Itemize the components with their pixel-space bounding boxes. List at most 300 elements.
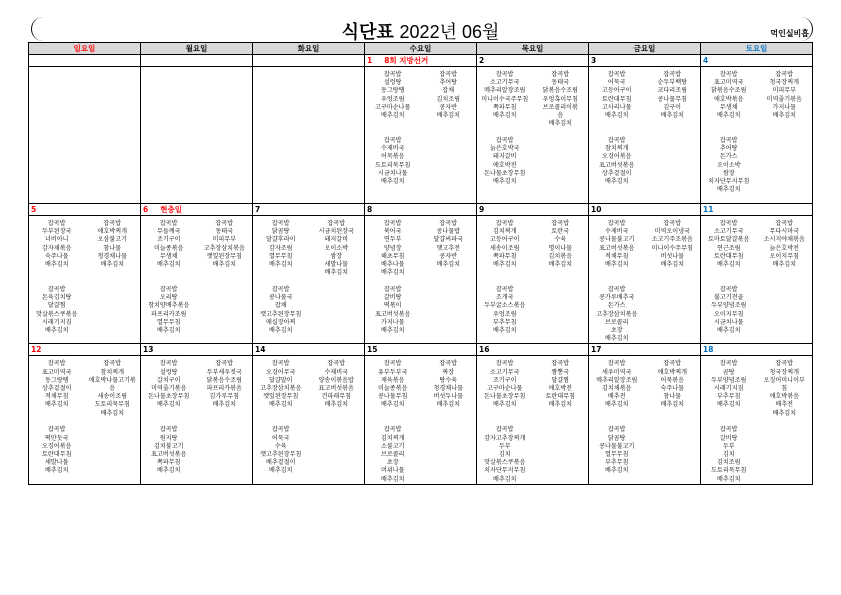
menu-item: 배추김치	[380, 269, 405, 277]
menu-item: 갈비탕	[383, 294, 402, 302]
meal-block	[85, 284, 141, 335]
menu-item: 배추김치	[100, 409, 125, 417]
menu-item: 가지나물	[772, 103, 797, 111]
day-number-bar	[141, 204, 252, 216]
menu-item: 배추김치	[100, 261, 125, 269]
menu-item: 소고기무국	[490, 368, 520, 376]
menu-item: 미니이수주무침	[651, 244, 693, 252]
menu-item: 애호박전	[548, 385, 573, 393]
menu-item: 청국장찌개	[769, 368, 799, 376]
menu-item: 김가루무침	[209, 393, 239, 401]
meal-block	[477, 218, 533, 284]
menu-item: 잡곡밥	[215, 360, 234, 368]
meal-block	[589, 218, 645, 284]
meal-block	[309, 358, 365, 424]
meal-block	[701, 284, 757, 335]
meal-block	[477, 284, 533, 335]
day-number: 1	[367, 56, 373, 65]
menu-item: 잡곡밥	[439, 360, 458, 368]
menu-item: 배추김치	[716, 186, 741, 194]
menu-item: 쌈장	[722, 169, 735, 177]
day-header-monday: 월요일	[141, 43, 253, 55]
menu-item: 표고미역국	[714, 79, 744, 87]
meal-block	[197, 218, 253, 284]
menu-item: 배추김치	[212, 261, 237, 269]
menu-item: 북어국	[383, 228, 402, 236]
menu-item: 미역줄기볶음	[151, 385, 187, 393]
menu-item: 유부두부국	[378, 368, 408, 376]
meal-block	[645, 69, 701, 135]
menu-item: 잡곡밥	[719, 286, 738, 293]
menu-item: 닭볶음수조림	[542, 87, 578, 95]
meal-block	[197, 424, 253, 475]
day-number: 3	[591, 56, 597, 65]
day-number-bar	[589, 55, 700, 67]
meal-block	[29, 424, 85, 475]
menu-item: 잡곡밥	[607, 137, 626, 144]
menu-item: 두부새우젓국	[206, 368, 242, 376]
menu-item: 미늘종볶음	[378, 385, 408, 393]
menu-item: 잡곡밥	[383, 137, 402, 144]
menu-item: 시래기지짐	[714, 385, 744, 393]
menu-item: 잡곡밥	[159, 220, 178, 227]
menu-item: 고등어구이	[602, 87, 632, 95]
day-cell	[477, 55, 589, 204]
menu-item: 추어탕	[439, 79, 458, 87]
menu-item: 버섯나물	[660, 252, 685, 260]
day-header-friday: 금요일	[589, 43, 701, 55]
menu-item: 수제비국	[604, 228, 629, 236]
menu-item: 배추김치	[604, 401, 629, 409]
meal-block	[253, 424, 309, 475]
menu-item: 콩나물국	[268, 294, 293, 302]
menu-item: 배추김치	[604, 112, 629, 120]
menu-item: 배추전	[775, 401, 794, 409]
menu-item: 잡곡밥	[607, 71, 626, 78]
menu-item: 김치	[722, 451, 735, 459]
day-header-tuesday: 화요일	[253, 43, 365, 55]
meal-block	[365, 69, 421, 135]
day-number-bar	[701, 55, 812, 67]
menu-item: 배추김치	[660, 401, 685, 409]
menu-item: 깻잎된장무침	[206, 252, 242, 260]
menu-item: 잡곡밥	[775, 220, 794, 227]
menu-item: 늙은호박국	[490, 145, 520, 153]
menu-item: 잡곡밥	[663, 220, 682, 227]
menu-item: 고구마순나물	[375, 103, 411, 111]
meal-block	[421, 358, 477, 424]
meal-block	[421, 218, 477, 284]
corner-label: 먹인실비흡	[770, 29, 809, 38]
day-cell	[589, 204, 701, 344]
menu-item: 김치볶음	[548, 252, 573, 260]
menu-item: 잡곡밥	[383, 286, 402, 293]
meal-grid	[701, 67, 812, 194]
menu-item: 소고기무국	[714, 228, 744, 236]
menu-item: 콩자반	[439, 252, 458, 260]
menu-item: 고추장삼치볶음	[203, 244, 245, 252]
menu-item: 잡곡밥	[719, 137, 738, 144]
day-number: 9	[479, 205, 485, 214]
menu-item: 잡채	[274, 302, 287, 310]
menu-item: 잡곡밥	[47, 286, 66, 293]
meal-block	[645, 218, 701, 284]
meal-block	[533, 358, 589, 424]
meal-block	[757, 69, 813, 135]
meal-block	[365, 358, 421, 424]
menu-item: 배추김치	[492, 178, 517, 186]
menu-item: 표고버섯볶음	[599, 161, 635, 169]
menu-item: 우엉혹이무침	[542, 95, 578, 103]
menu-item: 토마토달걀볶음	[708, 236, 750, 244]
meal-block	[253, 284, 309, 335]
menu-item: 부추무침	[716, 393, 741, 401]
meal-block	[757, 358, 813, 424]
menu-item: 닭볶음수조림	[206, 376, 242, 384]
menu-item: 어묵볶음	[660, 376, 685, 384]
menu-item: 잡곡밥	[383, 71, 402, 78]
menu-item: 동태국	[551, 79, 570, 87]
menu-item: 배추김치	[716, 475, 741, 483]
menu-item: 잡곡밥	[47, 426, 66, 434]
meal-grid	[701, 216, 812, 335]
menu-item: 침	[781, 385, 788, 393]
menu-item: 잡곡밥	[775, 71, 794, 78]
day-number-bar	[141, 344, 252, 356]
menu-item: 새송이조림	[97, 393, 127, 401]
meal-block	[309, 424, 365, 475]
meal-block	[365, 424, 421, 483]
menu-item: 맛살볶스쿠볶음	[484, 459, 526, 467]
menu-item: 오징어볶음	[42, 442, 72, 450]
menu-item: 배추전	[607, 393, 626, 401]
menu-item: 청경채나물	[97, 252, 127, 260]
week-row	[29, 55, 813, 204]
day-number-bar	[477, 55, 588, 67]
menu-item: 갈치구이	[156, 376, 181, 384]
menu-item: 김치찌개	[492, 228, 517, 236]
meal-block	[197, 358, 253, 424]
menu-item: 메추리알장조림	[484, 87, 526, 95]
meal-block	[477, 358, 533, 424]
menu-item: 적채무침	[604, 252, 629, 260]
menu-item: 도토리묵무침	[375, 161, 411, 169]
menu-item: 조기구이	[492, 376, 517, 384]
menu-item: 브로콜리	[380, 451, 405, 459]
menu-item: 수육	[274, 442, 287, 450]
menu-item: 잡곡밥	[327, 220, 346, 227]
menu-item: 새송이조림	[490, 244, 520, 252]
menu-item: 콩가루배추국	[599, 294, 635, 302]
menu-item: 배추나물	[380, 261, 405, 269]
menu-item: 브로콜리	[604, 318, 629, 326]
menu-item: 애호박나물고기볶	[88, 376, 136, 384]
menu-item: 치자단무지무침	[708, 178, 750, 186]
week-row	[29, 344, 813, 484]
day-cell	[365, 204, 477, 344]
menu-item: 달걀후라이	[266, 236, 296, 244]
menu-item: 미피무부	[772, 87, 797, 95]
menu-item: 잡곡밥	[271, 426, 290, 434]
meal-grid	[253, 356, 364, 475]
menu-item: 우엉조림	[492, 310, 517, 318]
menu-item: 배추김치	[492, 112, 517, 120]
menu-item: 배추김치	[660, 112, 685, 120]
menu-item: 미니이수국주무침	[481, 95, 529, 103]
menu-item: 쪽파무침	[492, 103, 517, 111]
meal-block	[141, 218, 197, 284]
menu-item: 돈가스	[607, 302, 626, 310]
menu-item: 새발나물	[44, 459, 69, 467]
menu-item: 고구마순나물	[487, 385, 523, 393]
menu-item: 감자고추장찌개	[484, 434, 526, 442]
day-cell	[701, 344, 813, 484]
menu-item: 잡곡밥	[719, 360, 738, 368]
menu-item: 쪽파무침	[156, 459, 181, 467]
menu-item: 초장	[386, 459, 399, 467]
menu-item: 배추김치	[604, 178, 629, 186]
menu-item: 토란국	[551, 228, 570, 236]
page-title	[0, 18, 841, 44]
menu-item: 두부양념조림	[711, 302, 747, 310]
menu-item: 맛살볶스쿠볶음	[36, 310, 78, 318]
menu-item: 버섯두나물	[433, 393, 463, 401]
meal-grid	[477, 67, 588, 186]
menu-item: 돈나물초장무침	[148, 393, 190, 401]
menu-item: 잡곡밥	[607, 220, 626, 227]
menu-item: 달걀씨파국	[433, 236, 463, 244]
menu-item: 잡곡밥	[271, 360, 290, 368]
meal-grid	[365, 356, 476, 483]
meal-block	[701, 69, 757, 135]
meal-grid	[701, 356, 812, 483]
menu-item: 치자단무지무침	[484, 467, 526, 475]
menu-item: 오이소박	[716, 161, 741, 169]
menu-item: 무생채	[159, 252, 178, 260]
menu-item: 고추장삼치볶음	[596, 310, 638, 318]
title-main: 식단표	[341, 22, 394, 43]
menu-item: 배추김치	[492, 261, 517, 269]
menu-item: 참나물	[103, 244, 122, 252]
menu-item: 애호박볶음	[714, 95, 744, 103]
meal-grid	[253, 216, 364, 335]
menu-item: 머위나물	[380, 467, 405, 475]
meal-block	[365, 135, 421, 186]
week-row	[29, 204, 813, 344]
menu-item: 잡곡밥	[607, 360, 626, 368]
day-header-saturday: 토요일	[701, 43, 813, 55]
menu-item: 배추김치	[268, 401, 293, 409]
menu-item: 배추김치	[716, 112, 741, 120]
menu-item: 배추김치	[660, 261, 685, 269]
day-number: 5	[31, 205, 37, 214]
menu-item: 잡곡밥	[271, 220, 290, 227]
menu-item: 쌈장	[330, 252, 343, 260]
menu-item: 청국장찌개	[769, 79, 799, 87]
menu-item: 배추김치	[324, 401, 349, 409]
meal-block	[533, 69, 589, 135]
meal-grid	[589, 216, 700, 343]
menu-item: 시금치나물	[378, 169, 408, 177]
menu-item: 잡채	[442, 87, 455, 95]
menu-item: 양송이볶음밥	[318, 376, 354, 384]
day-cell	[477, 204, 589, 344]
menu-item: 배추김치	[156, 401, 181, 409]
meal-block	[421, 284, 477, 335]
menu-item: 배추김치	[268, 261, 293, 269]
menu-item: 오징어볶음	[602, 153, 632, 161]
menu-item: 콩자반	[439, 103, 458, 111]
menu-item: 수제비국	[324, 368, 349, 376]
menu-item: 미역줄기볶음	[766, 95, 802, 103]
menu-item: 돼지갈비	[324, 236, 349, 244]
day-number-bar	[29, 55, 140, 67]
meal-block	[589, 69, 645, 135]
menu-item: 쪽파무침	[492, 252, 517, 260]
day-cell	[589, 344, 701, 484]
menu-item: 배추김치	[380, 475, 405, 483]
day-number-bar	[365, 204, 476, 216]
menu-item: 어묵국	[607, 79, 626, 87]
menu-item: 콩나물밥	[436, 228, 461, 236]
menu-item: 배추김치	[492, 401, 517, 409]
menu-item: 시래기지짐	[42, 318, 72, 326]
meal-block	[365, 284, 421, 335]
holiday-note: 현충일	[160, 205, 182, 214]
menu-item: 짜장	[442, 368, 455, 376]
menu-item: 배추김치	[772, 112, 797, 120]
menu-item: 배추김치	[436, 112, 461, 120]
menu-item: 오이지무침	[769, 252, 799, 260]
day-number-bar	[365, 55, 476, 67]
menu-item: 새발나물	[324, 261, 349, 269]
meal-block	[29, 284, 85, 335]
menu-item: 돼지갈비	[492, 153, 517, 161]
holiday-note: 8회 지방선거	[384, 56, 429, 65]
menu-item: 감자채볶음	[42, 244, 72, 252]
menu-item: 김치찌개	[380, 434, 405, 442]
menu-item: 잡곡밥	[103, 220, 122, 227]
menu-item: 해초무침	[380, 252, 405, 260]
menu-item: 배추김치	[380, 401, 405, 409]
day-number: 15	[367, 345, 378, 355]
day-cell	[589, 55, 701, 204]
menu-item: 숙주나물	[44, 252, 69, 260]
menu-item: 잡곡밥	[159, 286, 178, 293]
menu-item: 참치양배추볶음	[148, 302, 190, 310]
meal-block	[141, 358, 197, 424]
menu-item: 두부	[498, 442, 511, 450]
menu-item: 잡곡밥	[495, 426, 514, 434]
menu-item: 숙주나물	[660, 385, 685, 393]
menu-item: 배추김치	[324, 269, 349, 277]
menu-item: 잡곡밥	[775, 360, 794, 368]
menu-item: 돈나물초장무침	[484, 169, 526, 177]
menu-item: 참치찌개	[100, 368, 125, 376]
meal-block	[589, 284, 645, 343]
menu-item: 잡곡밥	[215, 220, 234, 227]
day-number: 7	[255, 205, 261, 214]
menu-item: 무생채	[719, 103, 738, 111]
menu-item: 잡곡밥	[495, 137, 514, 144]
meal-block	[85, 424, 141, 475]
meal-block	[477, 69, 533, 135]
menu-item: 잡곡밥	[327, 360, 346, 368]
menu-item: 조개국	[495, 294, 514, 302]
menu-item: 잡곡밥	[383, 360, 402, 368]
day-cell	[141, 344, 253, 484]
menu-item: 잡곡밥	[551, 220, 570, 227]
menu-item: 명이나물	[548, 244, 573, 252]
meal-block	[253, 218, 309, 284]
menu-item: 햇고추전	[436, 244, 461, 252]
menu-item: 토란대무침	[42, 451, 72, 459]
menu-item: 열무무침	[268, 252, 293, 260]
menu-item: 깻고추된장무침	[260, 310, 302, 318]
menu-item: 브로콜리이볶	[542, 103, 578, 111]
day-number-bar	[253, 344, 364, 356]
menu-item: 설렁탕	[159, 368, 178, 376]
menu-item: 김치불고기	[154, 442, 184, 450]
day-header-thursday: 목요일	[477, 43, 589, 55]
menu-item: 동그랑땡	[44, 376, 69, 384]
menu-item: 배추김치	[436, 261, 461, 269]
menu-item: 불고기전골	[714, 294, 744, 302]
day-cell	[253, 204, 365, 344]
day-number: 6	[143, 205, 149, 214]
meal-block	[533, 218, 589, 284]
menu-item: 고등어구이	[490, 236, 520, 244]
menu-item: 달걀찜	[551, 376, 570, 384]
meal-block	[477, 135, 533, 186]
menu-item: 적채무침	[44, 393, 69, 401]
menu-item: 부추무침	[492, 318, 517, 326]
day-header-wednesday: 수요일	[365, 43, 477, 55]
menu-item: 잡곡밥	[663, 360, 682, 368]
menu-item: 토란대무침	[714, 252, 744, 260]
menu-item: 잡곡밥	[159, 360, 178, 368]
meal-block	[533, 424, 589, 483]
meal-block	[309, 218, 365, 284]
menu-item: 콩나물무침	[378, 393, 408, 401]
menu-item: 소불고기	[380, 442, 405, 450]
meal-block	[645, 424, 701, 475]
menu-item: 고추장삼치볶음	[260, 385, 302, 393]
menu-item: 김치	[498, 451, 511, 459]
meal-block	[757, 218, 813, 284]
day-cell	[29, 344, 141, 484]
menu-item: 배추겉절이	[266, 459, 296, 467]
menu-item: 잡곡밥	[719, 426, 738, 434]
meal-grid	[141, 216, 252, 335]
meal-grid	[29, 216, 140, 335]
menu-item: 참치찌개	[604, 145, 629, 153]
menu-item: 김치조림	[716, 459, 741, 467]
menu-item: 달걀찜	[47, 302, 66, 310]
menu-item: 달걀말이	[268, 376, 293, 384]
menu-item: 콩나물불고기	[599, 236, 635, 244]
day-cell	[253, 55, 365, 204]
menu-item: 배추김치	[380, 327, 405, 335]
meal-block	[477, 424, 533, 483]
menu-item: 오이지무침	[714, 310, 744, 318]
meal-grid	[589, 67, 700, 186]
menu-item: 파프리카볶음	[206, 385, 242, 393]
meal-grid	[477, 356, 588, 483]
menu-item: 참나물	[663, 393, 682, 401]
menu-item: 돈육김치탕	[42, 294, 72, 302]
menu-item: 표고버섯볶음	[318, 385, 354, 393]
